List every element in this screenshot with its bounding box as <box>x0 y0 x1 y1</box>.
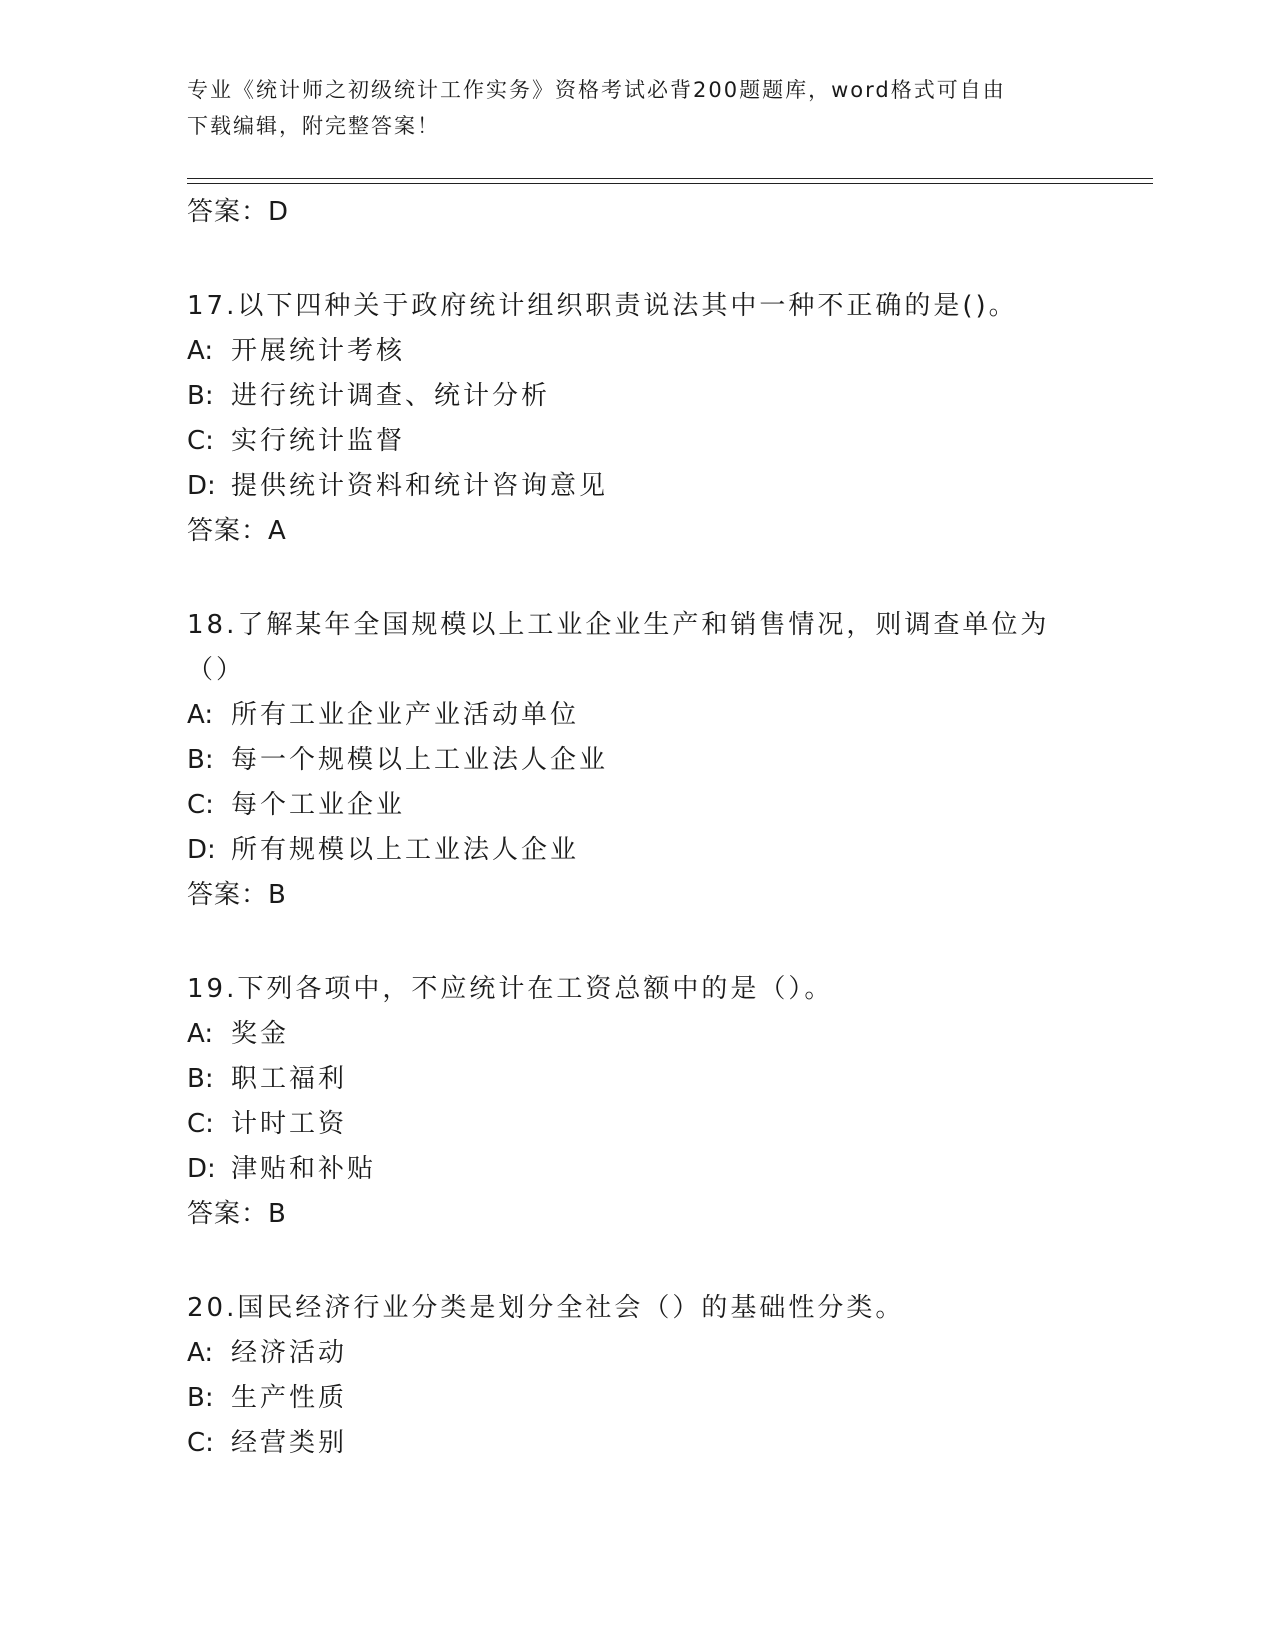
option-b <box>187 374 1087 419</box>
question-19 <box>187 967 1087 1236</box>
option-text: 每个工业企业 <box>231 790 406 820</box>
option-letter: A: <box>187 700 214 730</box>
option-letter: B: <box>187 1064 214 1094</box>
question-17 <box>187 284 1087 553</box>
option-text: 所有工业企业产业活动单位 <box>231 700 580 730</box>
question-20 <box>187 1286 1087 1466</box>
page-header <box>187 72 1067 144</box>
option-text: 经济活动 <box>231 1338 348 1368</box>
option-a <box>187 1331 1087 1376</box>
answer-16: 答案：D <box>187 197 290 227</box>
question-title: 18.了解某年全国规模以上工业企业生产和销售情况，则调查单位为（） <box>187 610 1050 685</box>
answer-19: 答案：B <box>187 1199 287 1229</box>
option-text: 计时工资 <box>231 1109 348 1139</box>
option-a <box>187 329 1087 374</box>
option-d <box>187 828 1087 873</box>
option-letter: D: <box>187 471 216 501</box>
option-text: 所有规模以上工业法人企业 <box>231 835 580 865</box>
question-18 <box>187 603 1087 917</box>
option-text: 每一个规模以上工业法人企业 <box>231 745 609 775</box>
answer-17: 答案：A <box>187 516 287 546</box>
question-title: 20.国民经济行业分类是划分全社会（）的基础性分类。 <box>187 1293 905 1323</box>
option-b <box>187 1057 1087 1102</box>
option-text: 职工福利 <box>231 1064 348 1094</box>
option-text: 进行统计调查、统计分析 <box>231 381 551 411</box>
option-letter: C: <box>187 1428 214 1458</box>
option-d <box>187 464 1087 509</box>
option-text: 津贴和补贴 <box>231 1154 377 1184</box>
option-text: 开展统计考核 <box>231 336 406 366</box>
option-text: 生产性质 <box>231 1383 348 1413</box>
option-a <box>187 1012 1087 1057</box>
header-line-2: 下载编辑，附完整答案！ <box>187 114 440 138</box>
question-title: 19.下列各项中，不应统计在工资总额中的是（）。 <box>187 974 834 1004</box>
question-title: 17.以下四种关于政府统计组织职责说法其中一种不正确的是()。 <box>187 291 1018 321</box>
option-d <box>187 1147 1087 1192</box>
header-divider-top <box>187 178 1153 179</box>
option-a <box>187 693 1087 738</box>
option-b <box>187 738 1087 783</box>
option-letter: B: <box>187 1383 214 1413</box>
option-letter: A: <box>187 1338 214 1368</box>
option-c <box>187 1102 1087 1147</box>
option-c <box>187 419 1087 464</box>
option-letter: C: <box>187 1109 214 1139</box>
option-text: 实行统计监督 <box>231 426 406 456</box>
option-letter: D: <box>187 1154 216 1184</box>
option-text: 经营类别 <box>231 1428 348 1458</box>
option-letter: B: <box>187 745 214 775</box>
option-letter: A: <box>187 336 214 366</box>
option-text: 提供统计资料和统计咨询意见 <box>231 471 609 501</box>
option-c <box>187 783 1087 828</box>
option-letter: A: <box>187 1019 214 1049</box>
question-list <box>187 190 1087 1466</box>
option-letter: C: <box>187 426 214 456</box>
option-letter: D: <box>187 835 216 865</box>
option-text: 奖金 <box>231 1019 290 1049</box>
answer-18: 答案：B <box>187 880 287 910</box>
header-line-1: 专业《统计师之初级统计工作实务》资格考试必背200题题库，word格式可自由 <box>187 78 1006 102</box>
option-letter: B: <box>187 381 214 411</box>
option-c <box>187 1421 1087 1466</box>
option-letter: C: <box>187 790 214 820</box>
option-b <box>187 1376 1087 1421</box>
header-divider-bottom <box>187 183 1153 184</box>
